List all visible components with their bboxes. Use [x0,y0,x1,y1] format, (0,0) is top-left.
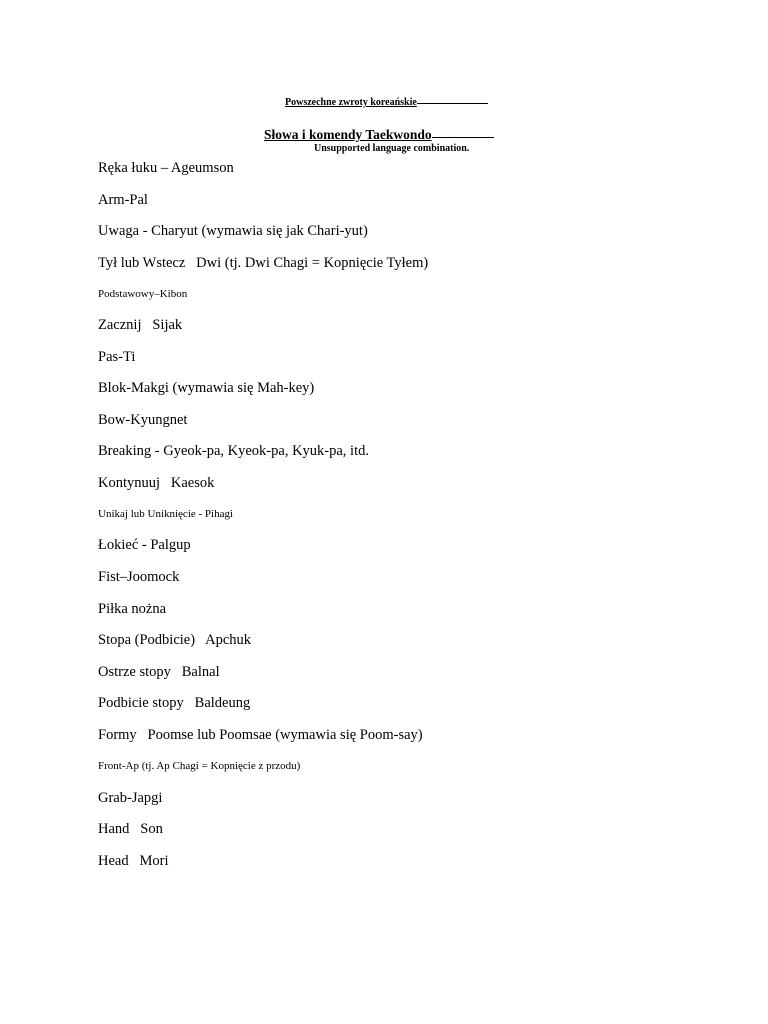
phrase-entry: Ręka łuku – Ageumson [98,160,234,176]
phrase-entry: Grab-Japgi [98,790,163,806]
heading-secondary [264,127,494,143]
heading-primary-text: Powszechne zwroty koreańskie [285,97,417,108]
phrase-entry: Front-Ap (tj. Ap Chagi = Kopnięcie z przodu) [98,760,301,772]
phrase-entry: Arm-Pal [98,192,148,208]
phrase-entry: Podbicie stopy Baldeung [98,695,251,711]
phrase-entry: Tył lub Wstecz Dwi (tj. Dwi Chagi = Kopnięcie Tyłem) [98,255,429,271]
phrase-entry: Blok-Makgi (wymawia się Mah-key) [98,380,315,396]
phrase-entry: Ostrze stopy Balnal [98,664,220,680]
phrase-entry: Fist–Joomock [98,569,180,585]
phrase-entry: Unikaj lub Uniknięcie - Pihagi [98,508,234,520]
phrase-entry: Breaking - Gyeok-pa, Kyeok-pa, Kyuk-pa, itd. [98,443,369,459]
phrase-entry: Kontynuuj Kaesok [98,475,215,491]
heading-primary-underline [417,102,488,104]
phrase-entry: Piłka nożna [98,601,167,617]
phrase-entry: Stopa (Podbicie) Apchuk [98,632,252,648]
phrase-entry: Hand Son [98,821,163,837]
heading-secondary-underline [432,136,494,138]
phrase-entry: Podstawowy–Kibon [98,288,188,300]
phrase-entry: Head Mori [98,853,169,869]
translation-note: Unsupported language combination. [314,143,470,154]
phrase-entry: Bow-Kyungnet [98,412,188,428]
heading-primary [285,97,488,108]
phrase-entry: Zacznij Sijak [98,317,183,333]
phrase-entry: Formy Poomse lub Poomsae (wymawia się Poom-say) [98,727,423,743]
phrase-entry: Uwaga - Charyut (wymawia się jak Chari-yut) [98,223,368,239]
heading-secondary-text: Słowa i komendy Taekwondo [264,127,432,142]
phrase-entry: Łokieć - Palgup [98,537,191,553]
phrase-entry: Pas-Ti [98,349,136,365]
